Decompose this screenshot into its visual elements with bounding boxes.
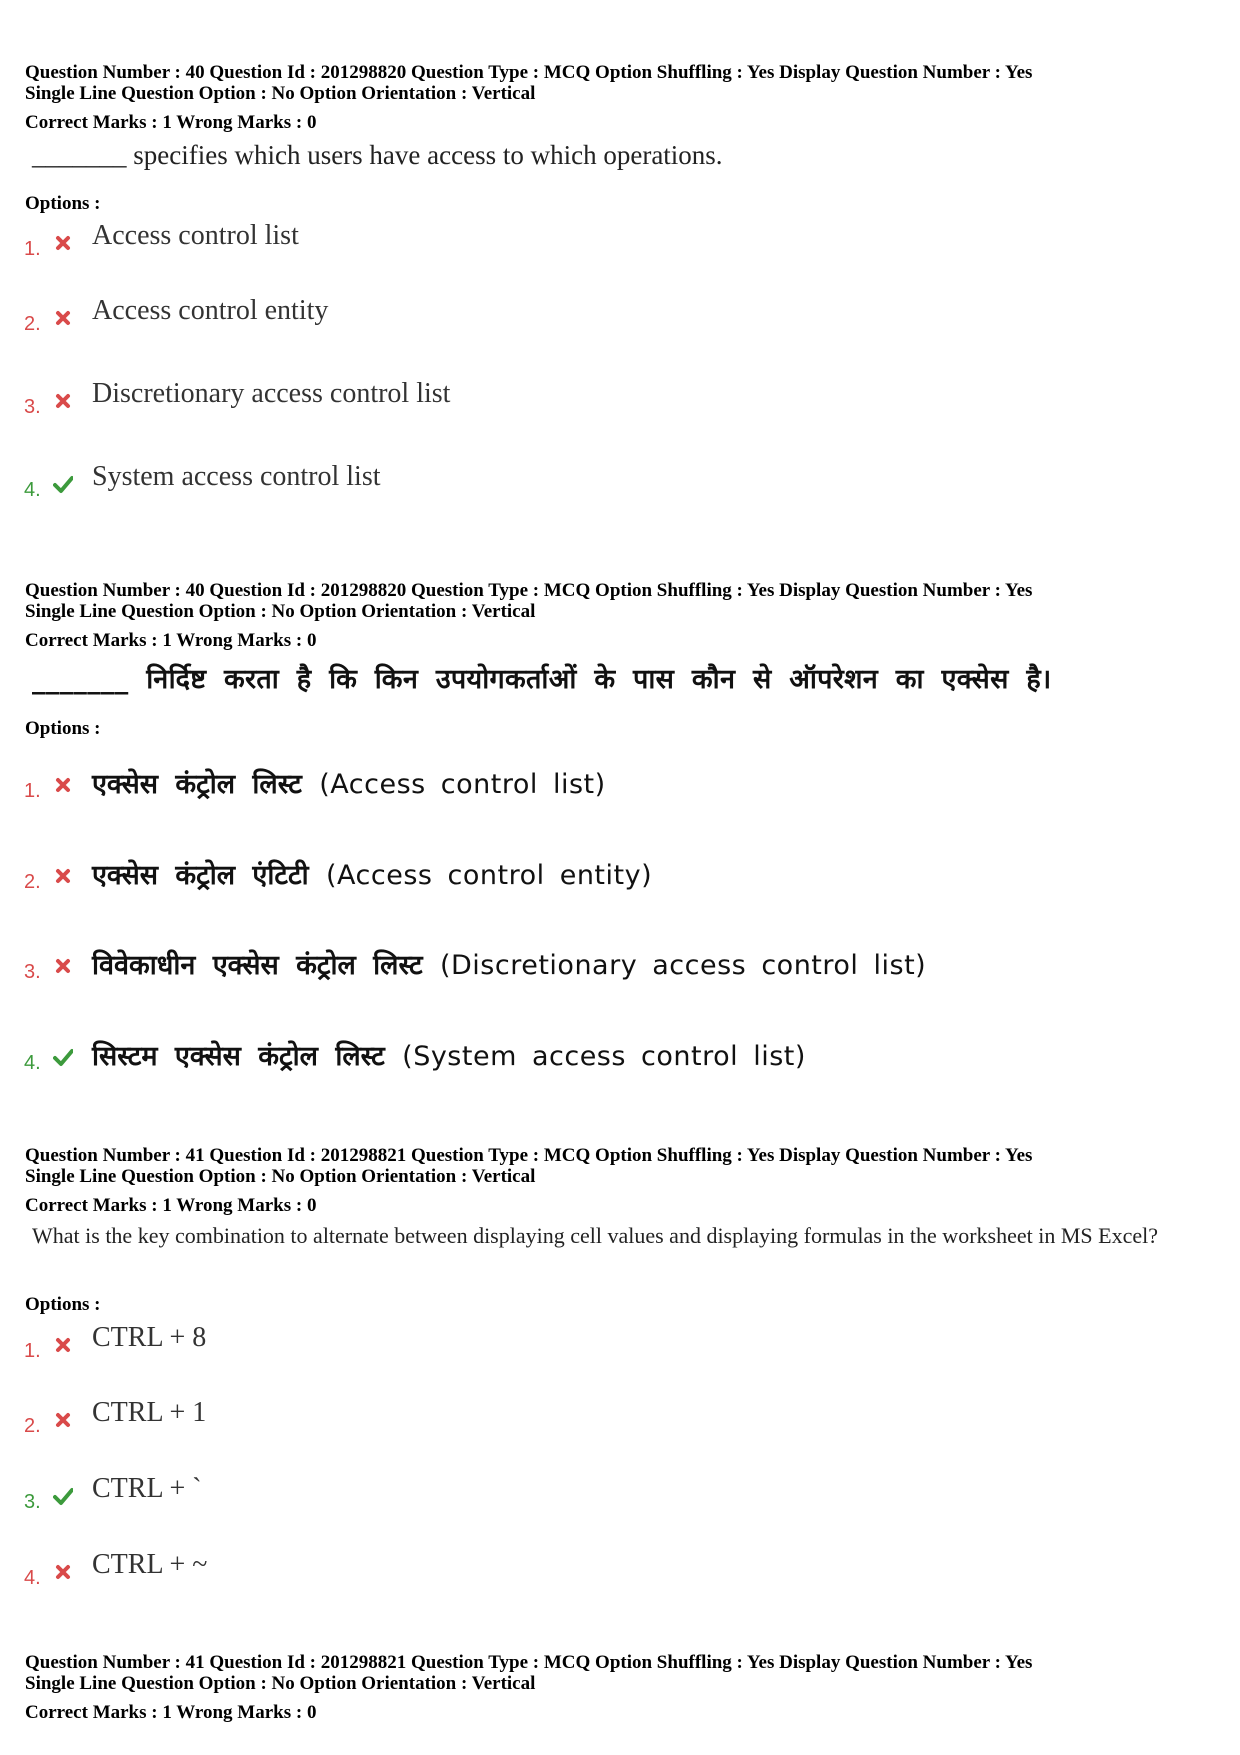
check-icon: [53, 474, 73, 494]
check-icon: [53, 1486, 73, 1506]
option-text-english: (Access control entity): [325, 860, 653, 891]
question-marks: Correct Marks : 1 Wrong Marks : 0: [25, 630, 317, 651]
question-marks: Correct Marks : 1 Wrong Marks : 0: [25, 112, 317, 133]
cross-icon: [53, 1410, 73, 1430]
option-number: 3.: [24, 1491, 41, 1513]
options-label: Options :: [25, 193, 101, 214]
option-number: 3.: [24, 396, 41, 418]
question-meta-line2: Single Line Question Option : No Option Orientation : Vertical: [25, 601, 536, 622]
cross-icon: [53, 1562, 73, 1582]
option-text: CTRL + 8: [92, 1322, 207, 1353]
cross-icon: [53, 233, 73, 253]
option-number: 3.: [24, 961, 41, 983]
question-meta-line2: Single Line Question Option : No Option Orientation : Vertical: [25, 1166, 536, 1187]
question-meta-line2: Single Line Question Option : No Option Orientation : Vertical: [25, 1673, 536, 1694]
question-stem: What is the key combination to alternate between displaying cell values and displaying formulas in the worksheet in MS Excel?: [32, 1223, 1158, 1248]
option-number: 2.: [24, 313, 41, 335]
option-number: 2.: [24, 1415, 41, 1437]
question-meta-line1: Question Number : 40 Question Id : 201298820 Question Type : MCQ Option Shuffling : Yes Display Question Number : Yes: [25, 580, 1033, 601]
question-meta-line1: Question Number : 41 Question Id : 201298821 Question Type : MCQ Option Shuffling : Yes Display Question Number : Yes: [25, 1145, 1033, 1166]
question-meta-line2: Single Line Question Option : No Option Orientation : Vertical: [25, 83, 536, 104]
option-text-hindi: एक्सेस कंट्रोल एंटिटी: [92, 860, 309, 891]
cross-icon: [53, 866, 73, 886]
option-number: 4.: [24, 1052, 41, 1074]
option-number: 1.: [24, 780, 41, 802]
question-marks: Correct Marks : 1 Wrong Marks : 0: [25, 1702, 317, 1723]
option-number: 1.: [24, 1340, 41, 1362]
question-marks: Correct Marks : 1 Wrong Marks : 0: [25, 1195, 317, 1216]
option-text: CTRL + `: [92, 1473, 202, 1504]
cross-icon: [53, 308, 73, 328]
question-meta-line1: Question Number : 40 Question Id : 201298820 Question Type : MCQ Option Shuffling : Yes Display Question Number : Yes: [25, 62, 1033, 83]
option-text-english: (System access control list): [402, 1041, 806, 1072]
option-text: [92, 855, 652, 892]
check-icon: [53, 1047, 73, 1067]
option-text-hindi: सिस्टम एक्सेस कंट्रोल लिस्ट: [92, 1041, 385, 1072]
option-text: [92, 764, 606, 801]
option-text: System access control list: [92, 461, 381, 492]
option-number: 4.: [24, 1567, 41, 1589]
option-text-hindi: एक्सेस कंट्रोल लिस्ट: [92, 769, 302, 800]
option-text: [92, 945, 926, 982]
option-text: CTRL + 1: [92, 1397, 207, 1428]
option-text-english: (Access control list): [319, 769, 606, 800]
cross-icon: [53, 956, 73, 976]
option-text: Discretionary access control list: [92, 378, 451, 409]
question-stem: _______ निर्दिष्ट करता है कि किन उपयोगकर्ताओं के पास कौन से ऑपरेशन का एक्सेस है।: [32, 664, 1052, 695]
option-text: [92, 1036, 806, 1073]
option-text: CTRL + ~: [92, 1549, 208, 1580]
option-text-hindi: विवेकाधीन एक्सेस कंट्रोल लिस्ट: [92, 950, 423, 981]
cross-icon: [53, 391, 73, 411]
cross-icon: [53, 775, 73, 795]
question-meta-line1: Question Number : 41 Question Id : 201298821 Question Type : MCQ Option Shuffling : Yes Display Question Number : Yes: [25, 1652, 1033, 1673]
question-stem: _______ specifies which users have access to which operations.: [32, 140, 723, 170]
cross-icon: [53, 1335, 73, 1355]
option-text: Access control entity: [92, 295, 329, 326]
option-text: Access control list: [92, 220, 299, 251]
option-number: 4.: [24, 479, 41, 501]
option-text-english: (Discretionary access control list): [439, 950, 927, 981]
option-number: 2.: [24, 871, 41, 893]
options-label: Options :: [25, 718, 101, 739]
option-number: 1.: [24, 238, 41, 260]
options-label: Options :: [25, 1294, 101, 1315]
